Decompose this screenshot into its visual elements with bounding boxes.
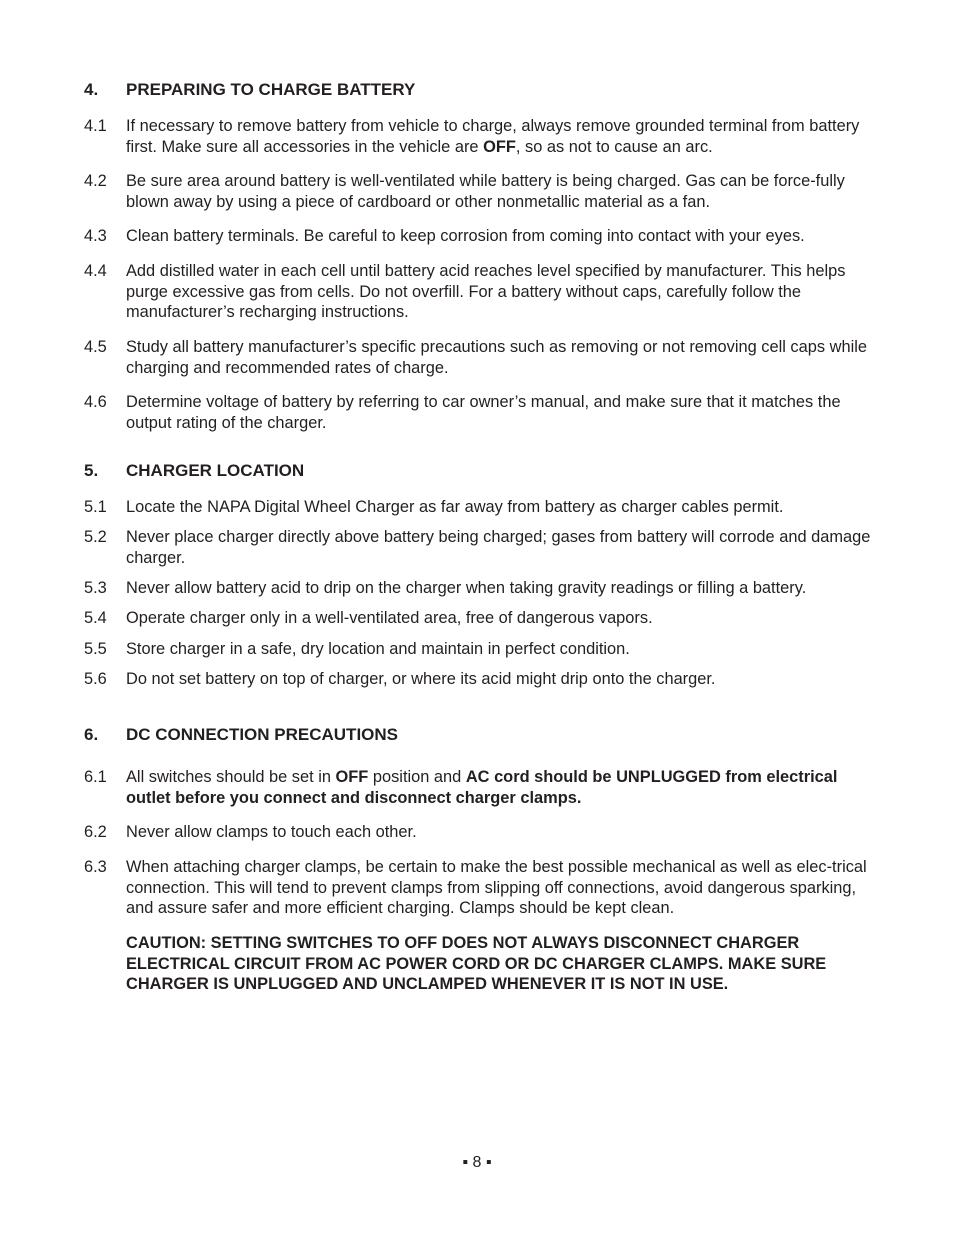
text-run: Operate charger only in a well-ventilated area, free of dangerous vapors. [126,609,653,627]
text-run: Be sure area around battery is well-ventilated while battery is being charged. Gas can be force-fully blown away by using a piece of cardboard or other nonmetallic material as a fan. [126,172,845,211]
item-text [126,857,874,919]
item-text [126,639,874,660]
section-number: 5. [84,461,99,480]
item-text [126,669,874,690]
item-number: 5.6 [84,670,107,688]
section-title: CHARGER LOCATION [126,461,305,480]
item-number: 5.4 [84,609,107,627]
item-text [126,767,874,808]
section-number: 4. [84,80,99,99]
item-text [126,822,874,843]
text-run: If necessary to remove battery from vehicle to charge, always remove grounded terminal from battery first. Make sure all accessories in the vehicle are [126,117,860,156]
item-number: 6.1 [84,768,107,786]
text-run: Never allow battery acid to drip on the charger when taking gravity readings or filling a battery. [126,579,807,597]
bold-text: AC cord should be UNPLUGGED from electrical outlet before you connect and disconnect charger clamps. [126,768,838,807]
text-run: Do not set battery on top of charger, or where its acid might drip onto the charger. [126,670,716,688]
text-run: Store charger in a safe, dry location and maintain in perfect condition. [126,640,630,658]
item-number: 6.3 [84,858,107,876]
item-number: 5.1 [84,498,107,516]
bold-text: OFF [335,768,369,786]
text-run: Add distilled water in each cell until battery acid reaches level specified by manufacturer. This helps purge excessive gas from cells. Do not overfill. For a battery without caps, carefully follow the manufacturer’s recharging instructions. [126,262,846,322]
text-run: When attaching charger clamps, be certain to make the best possible mechanical as well as elec-trical connection. This will tend to prevent clamps from slipping off connections, avoid dangerous sparking, and assure safer and more efficient charging. Clamps should be kept clean. [126,858,867,918]
item-number: 5.5 [84,640,107,658]
section-title: PREPARING TO CHARGE BATTERY [126,80,416,99]
text-run: Study all battery manufacturer’s specific precautions such as removing or not removing cell caps while charging and recommended rates of charge. [126,338,867,377]
item-text [126,608,874,629]
text-run: , so as not to cause an arc. [515,137,713,156]
text-run: Locate the NAPA Digital Wheel Charger as far away from battery as charger cables permit. [126,498,784,516]
text-run: Never allow clamps to touch each other. [126,823,417,841]
item-text [126,578,874,599]
item-text [126,497,874,518]
item-number: 4.5 [84,338,107,356]
item-text [126,171,874,212]
item-text [126,226,874,247]
item-text [126,392,874,433]
item-number: 5.2 [84,528,107,546]
text-run: position and [368,768,466,786]
item-number: 4.6 [84,393,107,411]
bold-text: OFF [483,137,516,156]
caution-notice: CAUTION: SETTING SWITCHES TO OFF DOES NOT ALWAYS DISCONNECT CHARGER ELECTRICAL CIRCUIT FROM AC POWER CORD OR DC CHARGER CLAMPS. MAKE SURE CHARGER IS UNPLUGGED AND UNCLAMPED WHENEVER IT IS NOT IN USE. [126,934,827,994]
item-number: 5.3 [84,579,107,597]
text-run: All switches should be set in [126,768,336,786]
item-text [126,116,874,157]
section-number: 6. [84,725,99,744]
page-number: ▪ 8 ▪ [462,1154,492,1171]
item-number: 6.2 [84,823,107,841]
item-text [126,261,874,323]
item-number: 4.1 [84,117,107,135]
text-run: Determine voltage of battery by referring to car owner’s manual, and make sure that it matches the output rating of the charger. [126,393,841,432]
text-run: Clean battery terminals. Be careful to keep corrosion from coming into contact with your eyes. [126,227,805,245]
text-run: Never place charger directly above battery being charged; gases from battery will corrode and damage charger. [126,528,871,567]
item-text [126,527,874,568]
item-number: 4.2 [84,172,107,190]
item-number: 4.3 [84,227,107,245]
item-text [126,337,874,378]
item-number: 4.4 [84,262,107,280]
section-title: DC CONNECTION PRECAUTIONS [126,725,399,744]
